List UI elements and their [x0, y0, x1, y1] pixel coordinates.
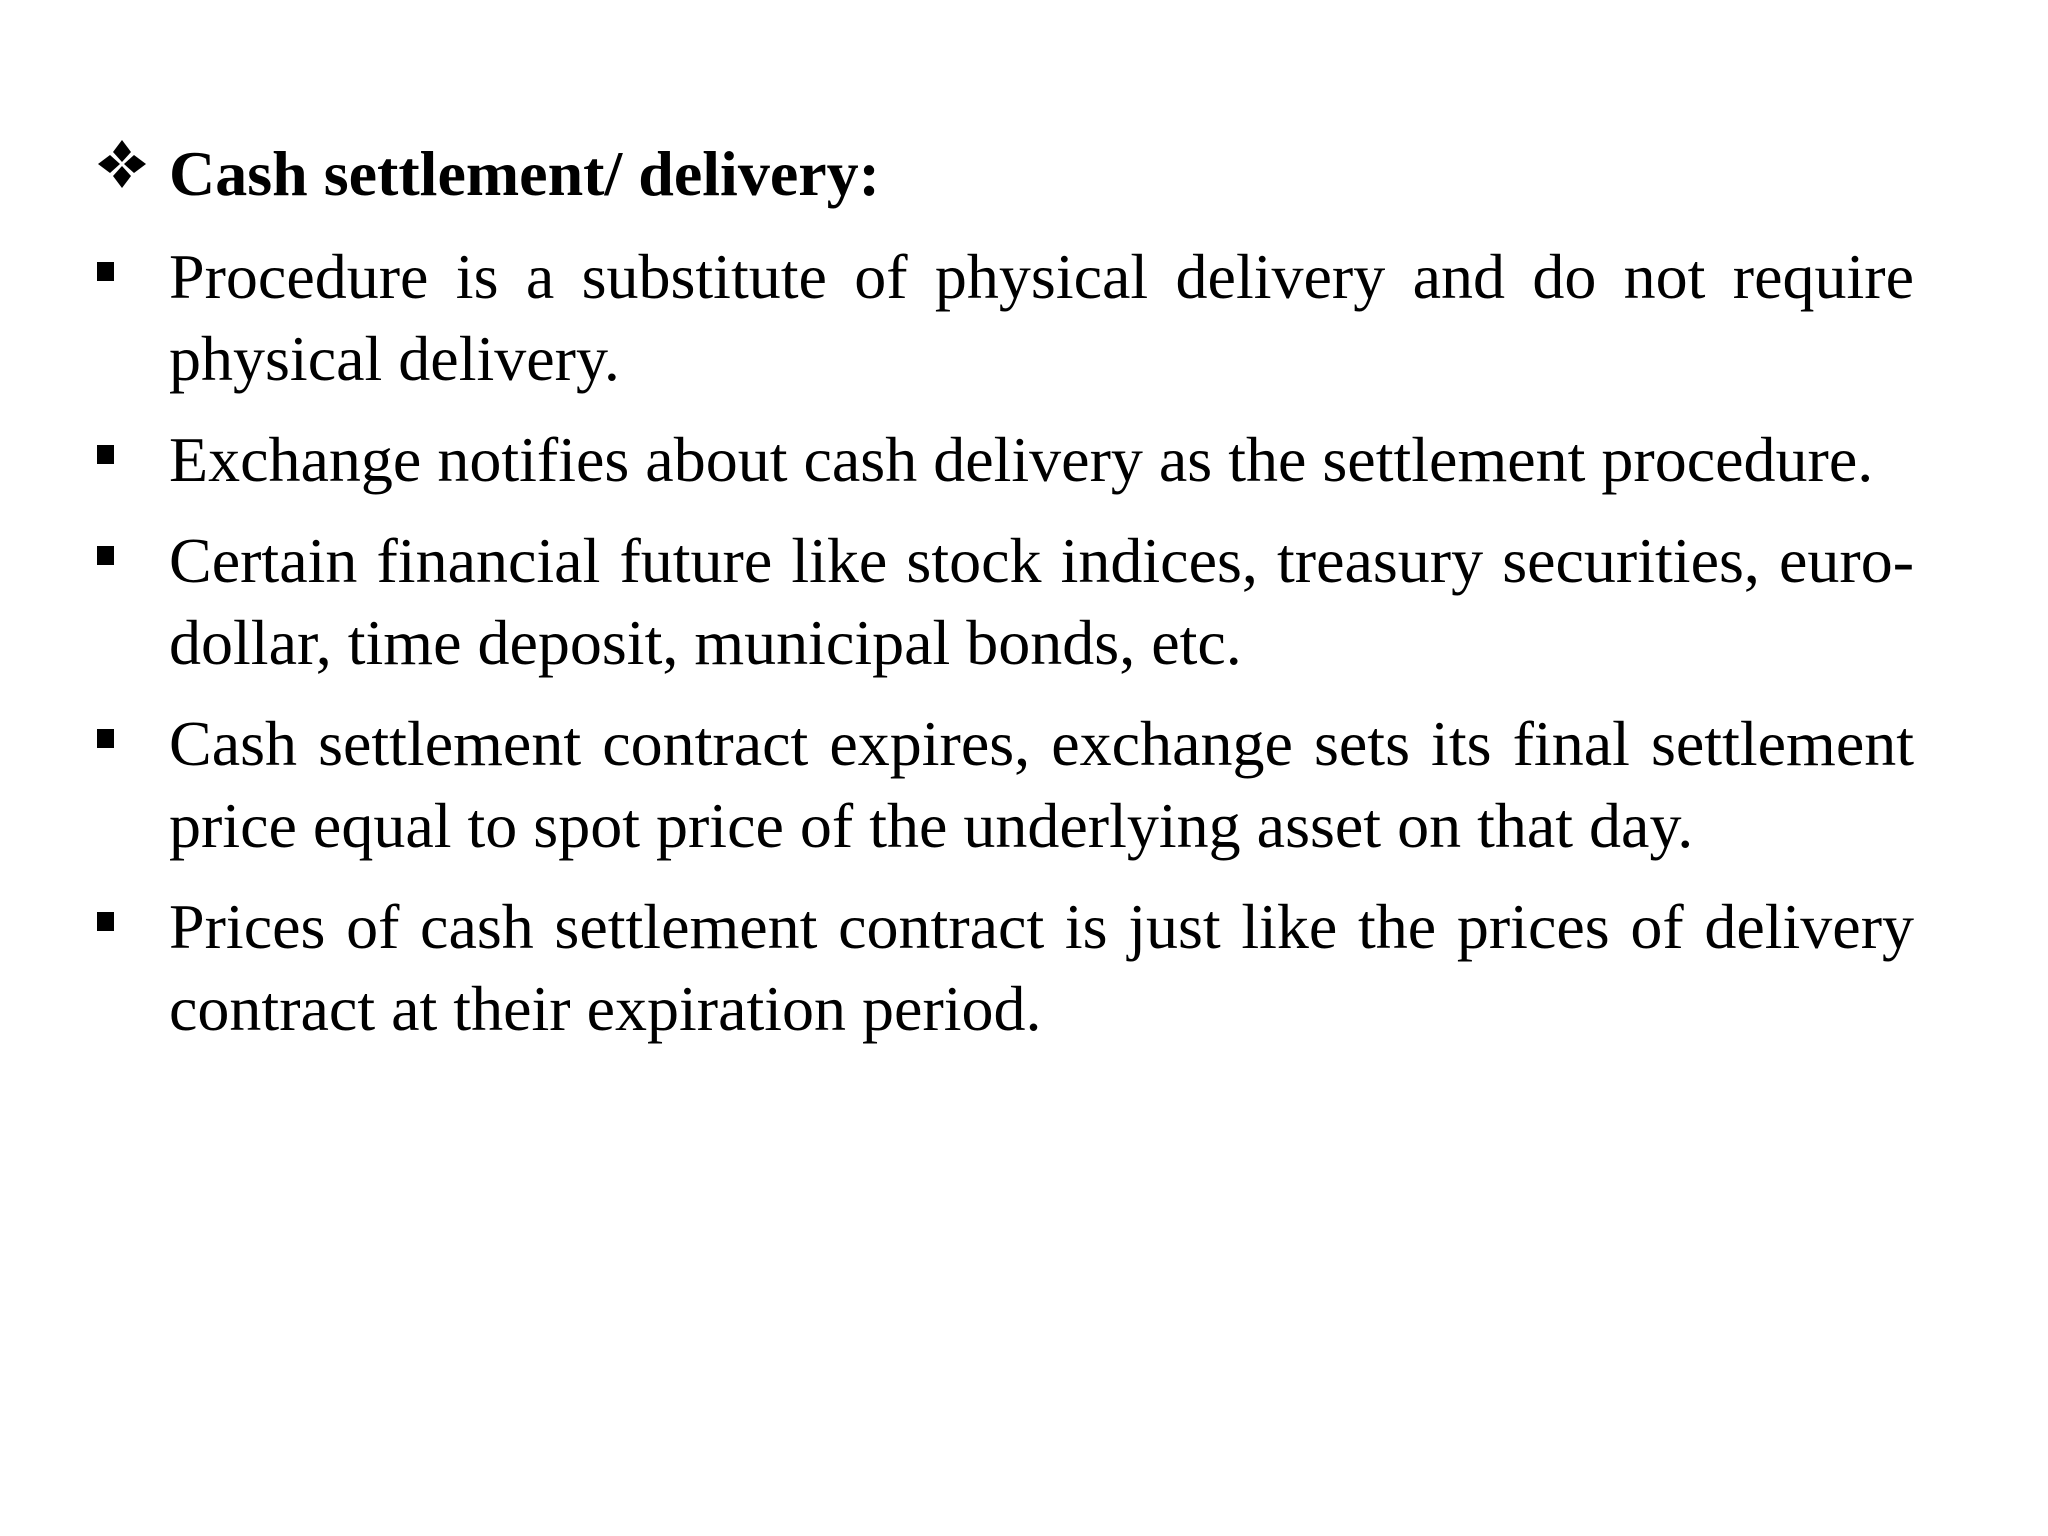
bullet-item [96, 236, 1916, 400]
square-bullet-icon [97, 546, 114, 565]
bullet-text: Cash settlement contract expires, exchange sets its final settlement price equal to spot price of the underlying asset on that day. [169, 708, 1914, 861]
bullet-item [96, 419, 1916, 501]
bullet-item [96, 703, 1916, 867]
square-bullet-icon [97, 729, 114, 748]
bullet-text: Certain financial future like stock indices, treasury securities, euro-dollar, time deposit, municipal bonds, etc. [169, 525, 1914, 678]
square-bullet-icon [97, 445, 114, 464]
heading-row [96, 134, 1916, 224]
bullet-text: Procedure is a substitute of physical delivery and do not require physical delivery. [169, 241, 1914, 394]
square-bullet-icon [97, 262, 114, 281]
bullet-text: Prices of cash settlement contract is just like the prices of delivery contract at their expiration period. [169, 891, 1914, 1044]
bullet-text: Exchange notifies about cash delivery as the settlement procedure. [169, 424, 1874, 495]
slide-heading: Cash settlement/ delivery: [169, 138, 880, 209]
bullet-item [96, 520, 1916, 684]
four-diamond-bullet-icon [96, 138, 148, 190]
bullet-item [96, 886, 1916, 1050]
square-bullet-icon [97, 912, 114, 931]
bullet-list [96, 236, 1916, 1069]
